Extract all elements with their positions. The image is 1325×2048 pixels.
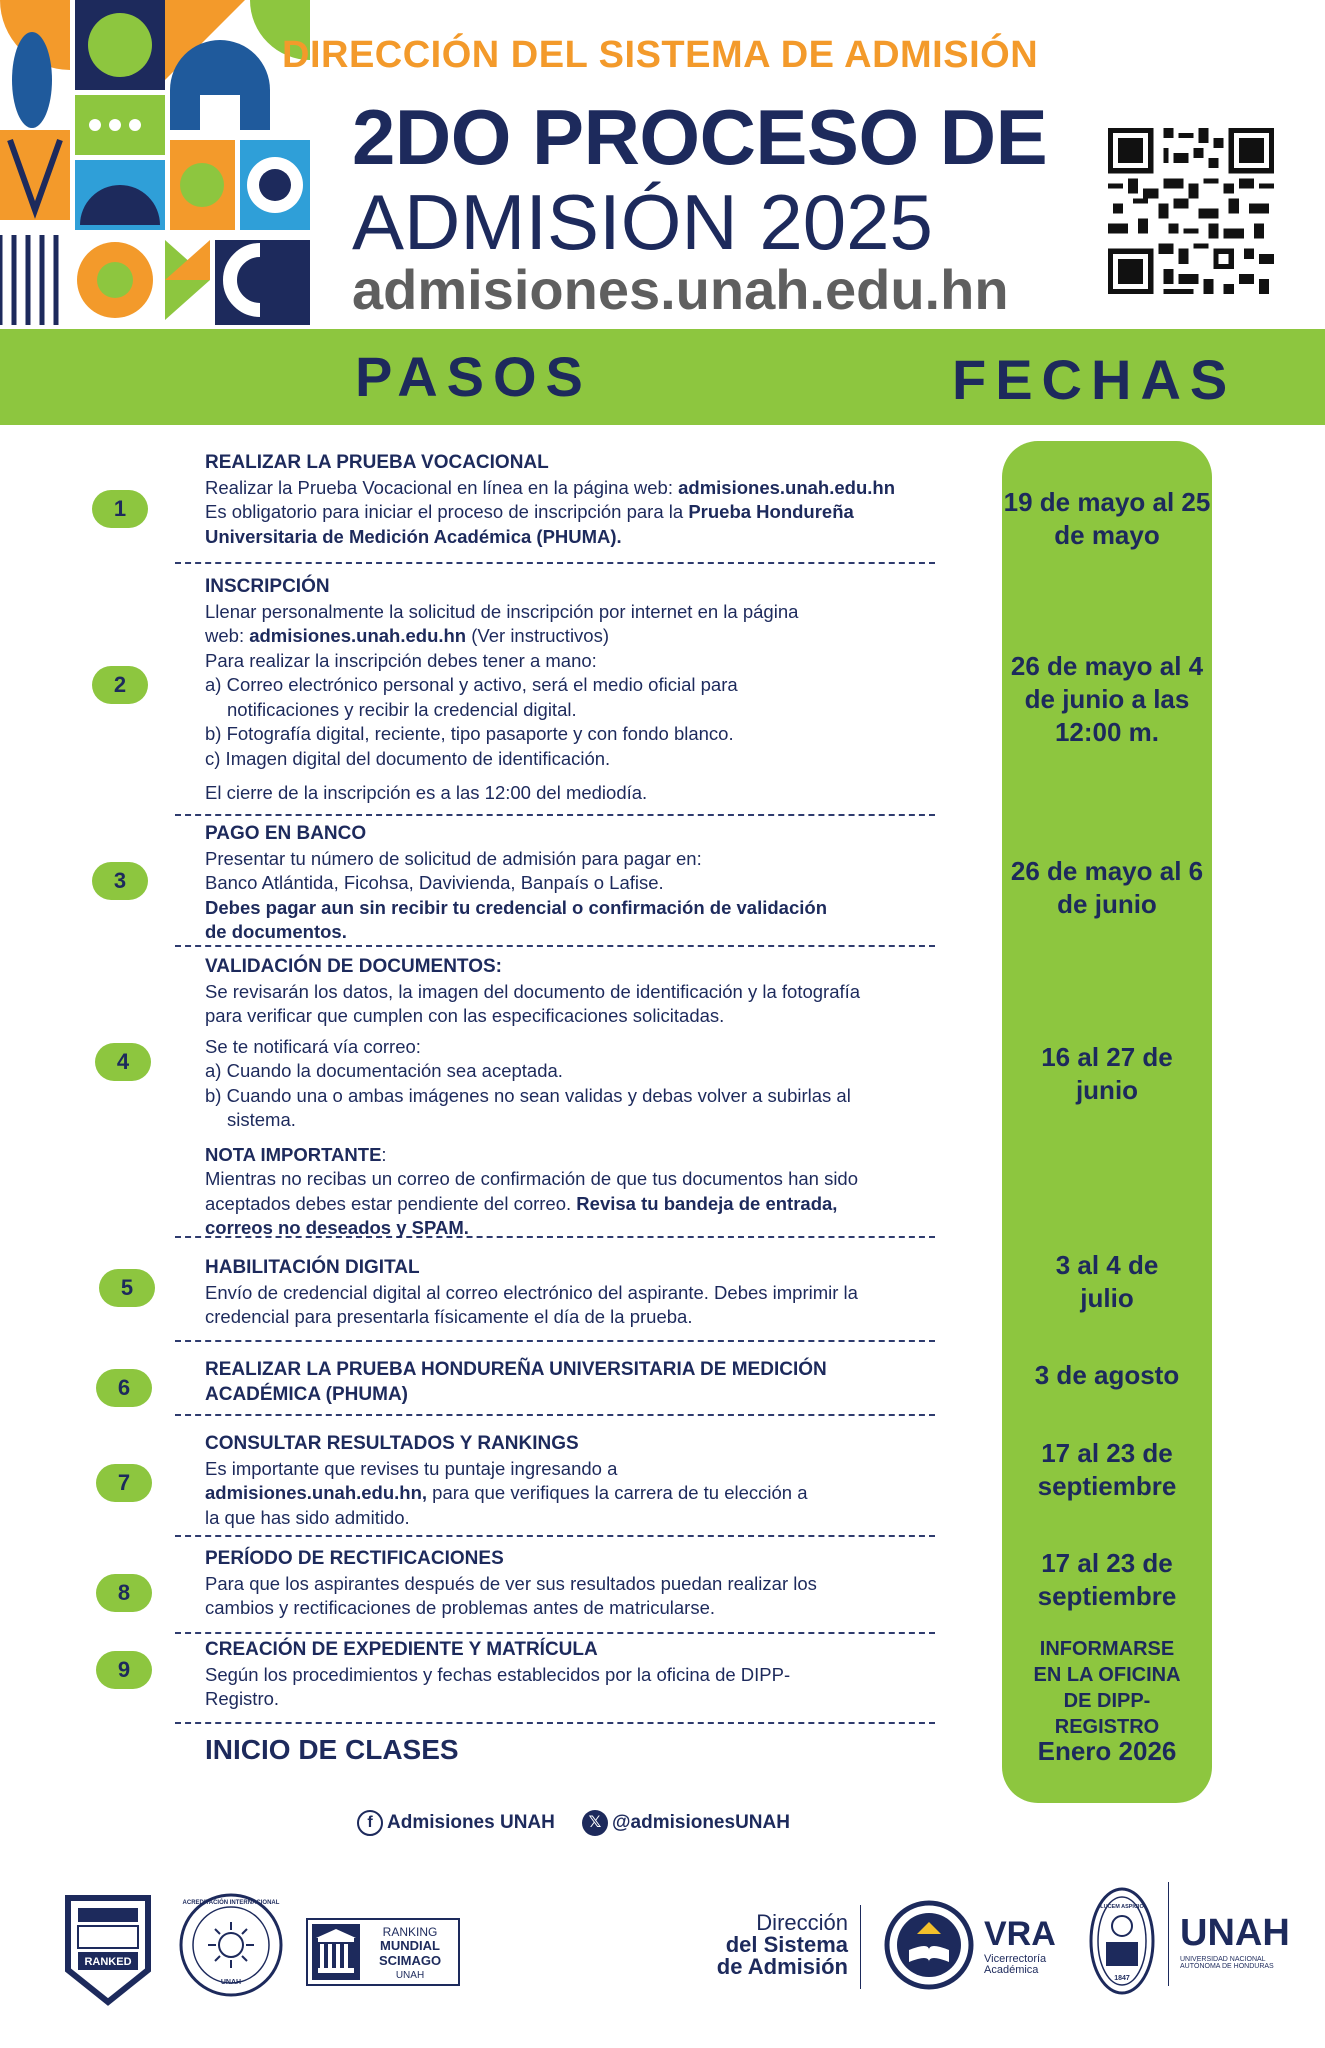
x-icon: 𝕏 xyxy=(582,1810,608,1836)
step-number-6: 6 xyxy=(96,1369,152,1407)
step-title: CONSULTAR RESULTADOS Y RANKINGS xyxy=(205,1433,579,1454)
date-step-2: 26 de mayo al 4 de junio a las 12:00 m. xyxy=(1010,651,1204,747)
step-8: PERÍODO DE RECTIFICACIONES Para que los aspirantes después de ver sus resultados puedan realizar los cambios y rectificaciones de problemas antes de matricularse. xyxy=(205,1547,995,1621)
step-number-2: 2 xyxy=(92,666,148,704)
step-7: CONSULTAR RESULTADOS Y RANKINGS Es importante que revises tu puntaje ingresando a admisiones.unah.edu.hn, para que verifiques la carrera de tu elección a la que has sido admitido. xyxy=(205,1432,995,1530)
divider xyxy=(175,945,935,947)
divider xyxy=(175,1632,935,1634)
seal-text: ACREDITACIÓN INTERNACIONAL xyxy=(182,1900,280,1906)
vra-emblem xyxy=(884,1900,974,1990)
page-title-line1: 2DO PROCESO DE xyxy=(352,93,1048,181)
step-number-9: 9 xyxy=(96,1651,152,1689)
header-subtitle: DIRECCIÓN DEL SISTEMA DE ADMISIÓN xyxy=(282,34,1039,76)
page-title-line2: ADMISIÓN 2025 xyxy=(352,178,933,266)
crest-year: 1847 xyxy=(1114,1975,1130,1982)
facebook-icon: f xyxy=(357,1810,383,1836)
classes-start-label: INICIO DE CLASES xyxy=(205,1734,459,1765)
dsa-logo-text: Dirección del Sistema de Admisión xyxy=(716,1910,848,1979)
step-number-3: 3 xyxy=(92,862,148,900)
unah-logo-text: UNAH UNIVERSIDAD NACIONAL AUTÓNOMA DE HONDURAS xyxy=(1180,1912,1290,1970)
accreditation-seal xyxy=(178,1892,284,1998)
crest-motto: LUCEM ASPICIO xyxy=(1100,1904,1144,1910)
date-step-5: 3 al 4 de julio xyxy=(1055,1250,1159,1313)
divider xyxy=(1168,1882,1169,1986)
qr-code[interactable] xyxy=(1108,128,1274,294)
date-inicio-clases: Enero 2026 xyxy=(1037,1736,1177,1766)
seal-unah-text: UNAH xyxy=(220,1979,242,1986)
date-step-1: 19 de mayo al 25 de mayo xyxy=(1003,487,1211,550)
divider xyxy=(175,1535,935,1537)
step-title: CREACIÓN DE EXPEDIENTE Y MATRÍCULA xyxy=(205,1639,598,1660)
step-number-8: 8 xyxy=(96,1574,152,1612)
website-link[interactable]: admisiones.unah.edu.hn, xyxy=(205,1482,428,1503)
date-step-6: 3 de agosto xyxy=(1034,1360,1180,1390)
step-number-7: 7 xyxy=(96,1464,152,1502)
decorative-mosaic xyxy=(0,0,310,325)
step-9: CREACIÓN DE EXPEDIENTE Y MATRÍCULA Según los procedimientos y fechas establecidos por la oficina de DIPP- Registro. xyxy=(205,1638,995,1712)
step-title: PAGO EN BANCO xyxy=(205,823,367,844)
step-3: PAGO EN BANCO Presentar tu número de solicitud de admisión para pagar en: Banco Atlántida, Ficohsa, Davivienda, Banpaís o Lafise. Debes pagar aun sin recibir tu credencial o confirmación de validación de documentos. xyxy=(205,822,995,945)
step-6 xyxy=(205,1358,905,1407)
step-1: REALIZAR LA PRUEBA VOCACIONAL Realizar la Prueba Vocacional en línea en la página web: admisiones.unah.edu.hn Es obligatorio para iniciar el proceso de inscripción para la Prueba Hondureña Universitaria de Medición Académica (PHUMA). xyxy=(205,451,995,549)
divider xyxy=(175,1722,935,1724)
vra-logo-text: VRA Vicerrectoría Académica xyxy=(984,1915,1056,1976)
divider xyxy=(175,814,935,816)
date-step-3: 26 de mayo al 6 de junio xyxy=(1010,856,1204,919)
scimago-ranking-logo xyxy=(306,1918,460,1986)
step-title: HABILITACIÓN DIGITAL xyxy=(205,1257,420,1278)
website-link[interactable]: admisiones.unah.edu.hn xyxy=(249,625,467,646)
divider xyxy=(860,1905,861,1989)
date-step-4: 16 al 27 de junio xyxy=(1041,1042,1173,1105)
date-step-7: 17 al 23 de septiembre xyxy=(1037,1438,1177,1501)
divider xyxy=(175,1340,935,1342)
qs-ranked-logo xyxy=(64,1894,152,2006)
divider xyxy=(175,1414,935,1416)
step-number-1: 1 xyxy=(92,490,148,528)
step-number-4: 4 xyxy=(95,1043,151,1081)
unah-crest xyxy=(1088,1886,1156,1996)
step-title: PERÍODO DE RECTIFICACIONES xyxy=(205,1548,504,1569)
scimago-text-4: UNAH xyxy=(395,1970,425,1981)
step-number-5: 5 xyxy=(99,1269,155,1307)
website-url[interactable]: admisiones.unah.edu.hn xyxy=(352,258,1009,321)
x-link[interactable]: 𝕏 @admisionesUNAH xyxy=(582,1810,790,1836)
important-note-title: NOTA IMPORTANTE xyxy=(205,1143,382,1165)
date-step-8: 17 al 23 de septiembre xyxy=(1037,1548,1177,1611)
divider xyxy=(175,562,935,564)
website-link[interactable]: admisiones.unah.edu.hn xyxy=(678,476,895,498)
step-5: HABILITACIÓN DIGITAL Envío de credencial digital al correo electrónico del aspirante. Debes imprimir la credencial para presentarla físicamente el día de la prueba. xyxy=(205,1256,995,1330)
step-title: VALIDACIÓN DE DOCUMENTOS: xyxy=(205,956,502,977)
step-2: INSCRIPCIÓN Llenar personalmente la solicitud de inscripción por internet en la página web: admisiones.unah.edu.hn (Ver instructivos) Para realizar la inscripción debes tener a mano: a) Correo electrónico personal y activo, será el medio oficial para notificaciones y recibir la credencial digital. b) Fotografía digital, reciente, tipo pasaporte y con fondo blanco. c) Imagen digital del documento de identificación. El cierre de la inscripción es a las 12:00 del mediodía. xyxy=(205,575,995,806)
qs-ranked-text: RANKED xyxy=(84,1956,132,1968)
step-4: VALIDACIÓN DE DOCUMENTOS: Se revisarán los datos, la imagen del documento de identificación y la fotografía para verificar que cumplen con las especificaciones solicitadas. Se te notificará vía correo: a) Cuando la documentación sea aceptada. b) Cuando una o ambas imágenes no sean validas y debas volver a subirlas al sistema. NOTA IMPORTANTE: Mientras no recibas un correo de confirmación de que tus documentos han sido aceptados debes estar pendiente del correo. Revisa tu bandeja de entrada, correos no deseados y SPAM. xyxy=(205,955,995,1241)
step-title: REALIZAR LA PRUEBA VOCACIONAL xyxy=(205,452,549,473)
step-title: REALIZAR LA PRUEBA HONDUREÑA UNIVERSITARIA DE MEDICIÓN ACADÉMICA (PHUMA) xyxy=(205,1359,827,1405)
scimago-text-1: RANKING xyxy=(382,1925,438,1939)
dates-heading: FECHAS xyxy=(952,348,1237,411)
scimago-text-3: SCIMAGO xyxy=(378,1953,442,1968)
date-step-9: INFORMARSE EN LA OFICINA DE DIPP-REGISTRO xyxy=(1033,1638,1181,1738)
facebook-link[interactable]: f Admisiones UNAH xyxy=(357,1810,555,1836)
scimago-text-2: MUNDIAL xyxy=(380,1938,440,1953)
steps-heading: PASOS xyxy=(355,345,592,408)
step-title: INSCRIPCIÓN xyxy=(205,576,330,597)
